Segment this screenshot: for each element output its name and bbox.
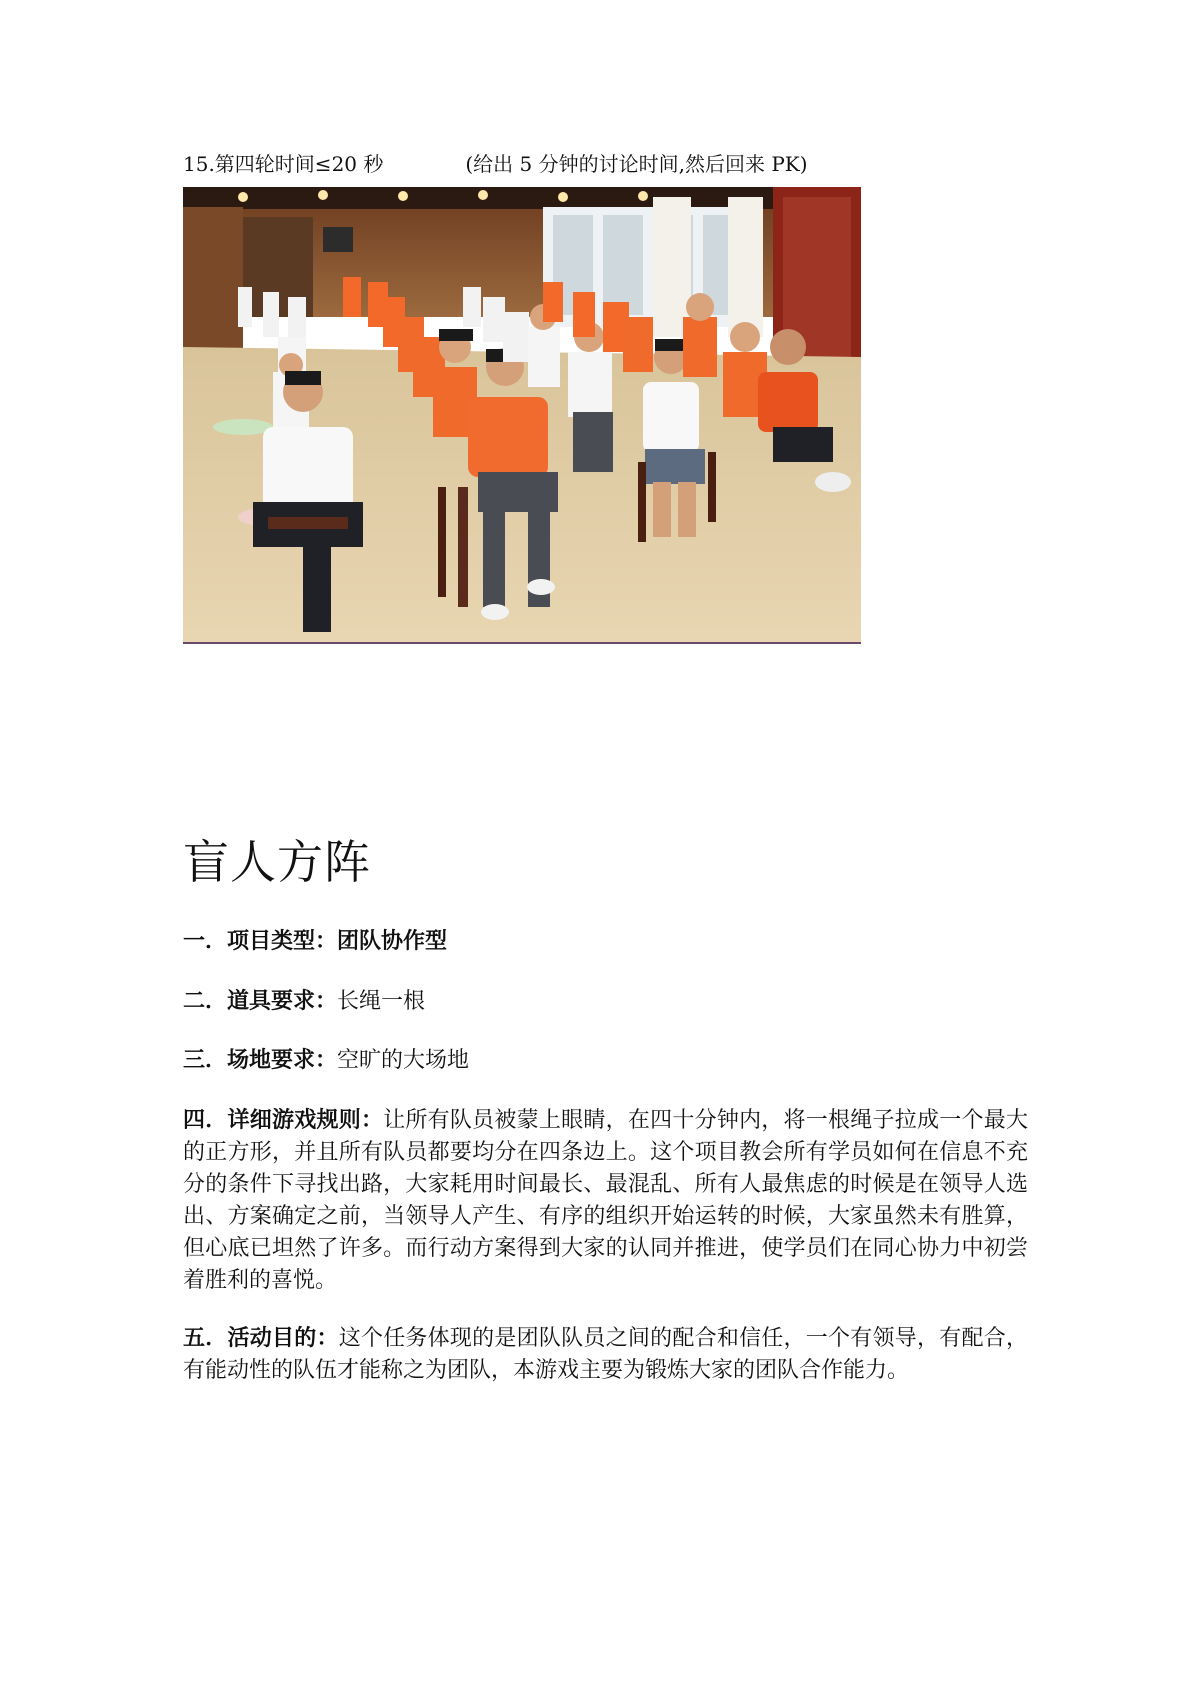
item-label: 二．道具要求： (183, 988, 338, 1014)
item-text: 让所有队员被蒙上眼睛，在四十分钟内，将一根绳子拉成一个最大的正方形，并且所有队员都要均分在四条边上。这个项目教会所有学员如何在信息不充分的条件下寻找出路，大家耗用时间最长、最混乱、所有人最焦虑的时候是在领导人选出、方案确定之前，当领导人产生、有序的组织开始运转的时候，大家虽然未有胜算，但心底已坦然了许多。而行动方案得到大家的认同并推进，使学员们在同心协力中初尝着胜利的喜悦。 (183, 1108, 1028, 1293)
photo-caption (183, 150, 808, 178)
caption-round-time: 15.第四轮时间≤20 秒 (183, 152, 384, 176)
item-text: 长绳一根 (337, 989, 426, 1014)
item-rules (183, 1104, 1028, 1297)
item-props (183, 985, 1028, 1018)
item-label: 三．场地要求： (183, 1047, 338, 1073)
item-label: 五．活动目的： (183, 1325, 339, 1351)
team-photo (183, 187, 861, 644)
item-label: 一．项目类型：团队协作型 (183, 928, 448, 954)
item-text: 空旷的大场地 (337, 1048, 470, 1073)
caption-discussion-note: (给出 5 分钟的讨论时间,然后回来 PK) (465, 152, 808, 176)
section-title: 盲人方阵 (183, 835, 371, 889)
item-label: 四．详细游戏规则： (183, 1107, 384, 1133)
item-venue (183, 1044, 1028, 1077)
item-project-type (183, 925, 1028, 958)
photo-of-seated-team-members-icon (183, 187, 861, 642)
item-purpose (183, 1322, 1028, 1387)
item-text: 这个任务体现的是团队队员之间的配合和信任，一个有领导，有配合，有能动性的队伍才能称之为团队，本游戏主要为锻炼大家的团队合作能力。 (183, 1326, 1028, 1383)
